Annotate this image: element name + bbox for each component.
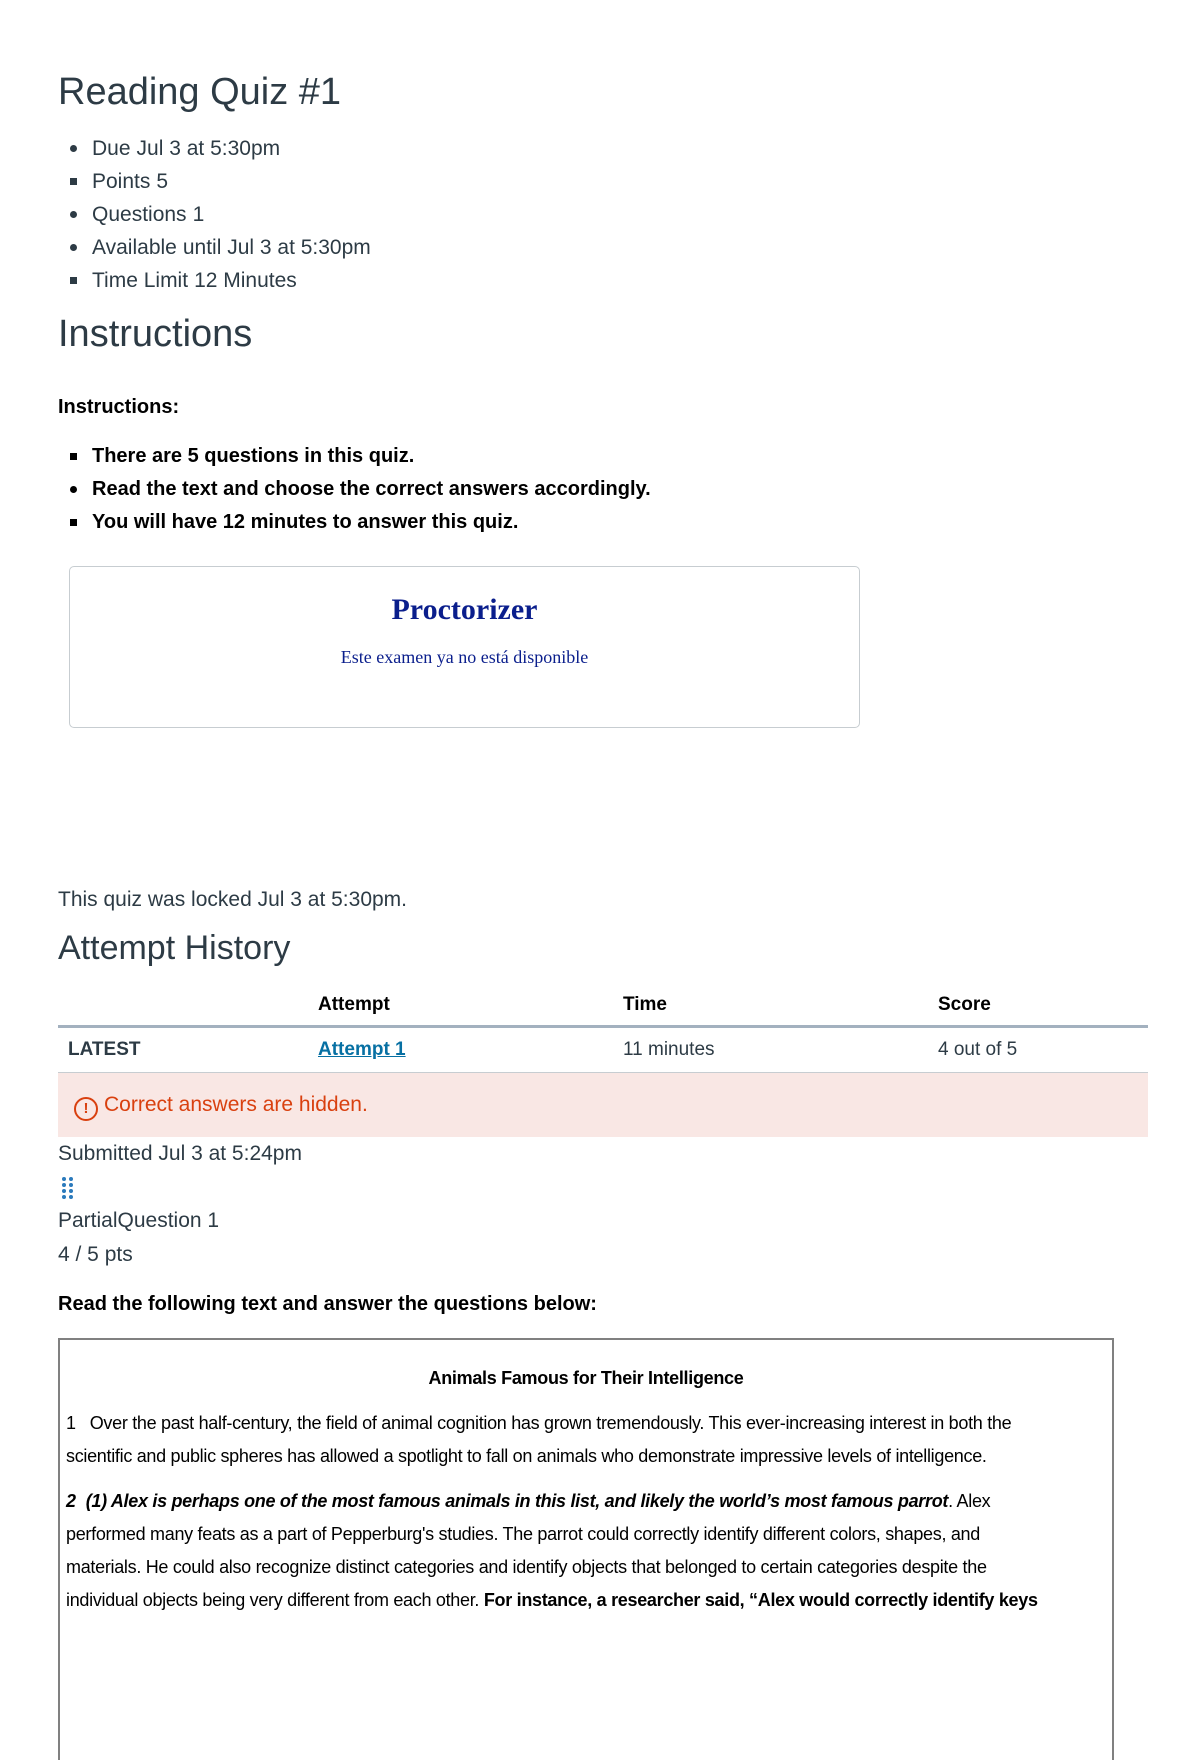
question-points: 4 / 5 pts: [58, 1243, 133, 1266]
meta-points: Points 5: [92, 165, 371, 198]
warning-circle-icon: !: [74, 1097, 98, 1121]
table-row: [58, 1027, 1148, 1073]
instruction-item: There are 5 questions in this quiz.: [92, 440, 651, 473]
passage-title: Animals Famous for Their Intelligence: [428, 1368, 744, 1388]
proctorizer-title: Proctorizer: [391, 593, 538, 626]
attempt-cell: [308, 1027, 613, 1073]
score-cell: 4 out of 5: [928, 1027, 1148, 1073]
paragraph-line: 2 (1) Alex is perhaps one of the most famous animals in this list, and likely the world’s most famous parrot. Alex: [66, 1491, 991, 1511]
proctorizer-panel: [69, 566, 860, 728]
instructions-list: [58, 440, 651, 539]
meta-time-limit: Time Limit 12 Minutes: [92, 264, 371, 297]
column-header-tag: [58, 985, 308, 1027]
latest-tag: LATEST: [58, 1027, 308, 1073]
reading-passage: [58, 1338, 1114, 1760]
paragraph-line: performed many feats as a part of Pepperburg's studies. The parrot could correctly identify different colors, shapes, and: [66, 1524, 980, 1544]
meta-due: Due Jul 3 at 5:30pm: [92, 132, 371, 165]
table-header-row: [58, 985, 1148, 1027]
passage-paragraph-1: [66, 1407, 1106, 1473]
attempt-history-heading: Attempt History: [58, 929, 291, 967]
passage-paragraph-2: [66, 1485, 1106, 1617]
time-cell: 11 minutes: [613, 1027, 928, 1073]
proctorizer-message: Este examen ya no está disponible: [340, 647, 589, 667]
attempt-history-table: [58, 985, 1148, 1073]
paragraph-line: individual objects being very different from each other. For instance, a researcher said, “Alex would correctly identify keys: [66, 1590, 1038, 1610]
meta-available: Available until Jul 3 at 5:30pm: [92, 231, 371, 264]
drag-handle-icon[interactable]: [61, 1176, 75, 1200]
quiz-title: Reading Quiz #1: [58, 71, 342, 113]
meta-questions: Questions 1: [92, 198, 371, 231]
attempt-1-link[interactable]: Attempt 1: [318, 1039, 406, 1060]
instruction-item: You will have 12 minutes to answer this quiz.: [92, 506, 651, 539]
column-header-time: Time: [613, 985, 928, 1027]
locked-notice: This quiz was locked Jul 3 at 5:30pm.: [58, 888, 408, 911]
column-header-score: Score: [928, 985, 1148, 1027]
question-header: PartialQuestion 1: [58, 1209, 220, 1232]
paragraph-line: scientific and public spheres has allowed a spotlight to fall on animals who demonstrate impressive levels of intelligence.: [66, 1446, 987, 1466]
answers-hidden-banner: [58, 1073, 1148, 1137]
quiz-meta-list: [58, 132, 371, 297]
answers-hidden-text: Correct answers are hidden.: [104, 1093, 368, 1116]
paragraph-line: materials. He could also recognize distinct categories and identify objects that belonged to certain categories despite the: [66, 1557, 987, 1577]
column-header-attempt: Attempt: [308, 985, 613, 1027]
submitted-time: Submitted Jul 3 at 5:24pm: [58, 1142, 302, 1165]
question-prompt: Read the following text and answer the questions below:: [58, 1293, 597, 1315]
instructions-heading: Instructions: [58, 313, 253, 355]
paragraph-line: 1 Over the past half-century, the field of animal cognition has grown tremendously. This ever-increasing interest in both the: [66, 1413, 1012, 1433]
instruction-item: Read the text and choose the correct answers accordingly.: [92, 473, 651, 506]
instructions-label: Instructions:: [58, 396, 180, 418]
